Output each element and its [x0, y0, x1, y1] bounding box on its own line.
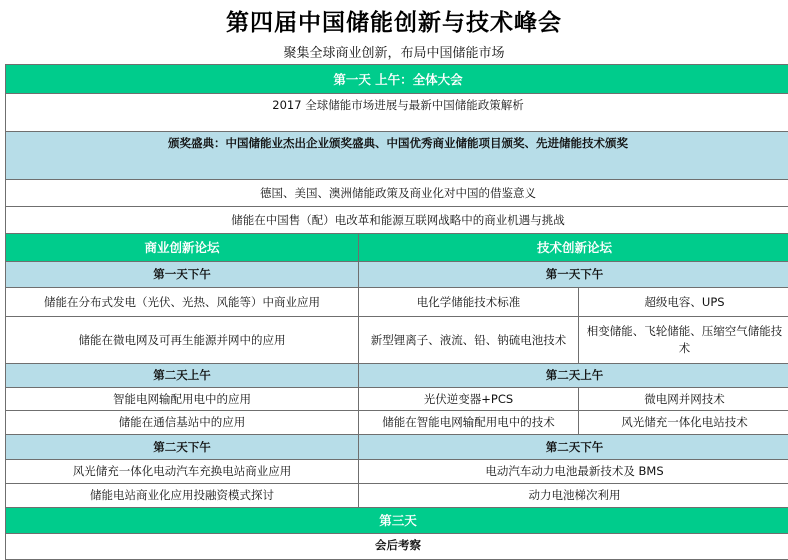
day2-afternoon-business-2: 储能电站商业化应用投融资模式探讨 — [6, 484, 359, 508]
table-row — [6, 94, 788, 132]
day1-afternoon-label-business: 第一天下午 — [6, 262, 359, 288]
day2-morning-business-1: 智能电网输配用电中的应用 — [6, 388, 359, 411]
day1-afternoon-tech-2a: 新型锂离子、液流、铅、钠硫电池技术 — [359, 317, 579, 364]
day1-afternoon-tech-1a: 电化学储能技术标准 — [359, 288, 579, 317]
day2-morning-label-business: 第二天上午 — [6, 364, 359, 388]
awards-ceremony: 颁奖盛典：中国储能业杰出企业颁奖盛典、中国优秀商业储能项目颁奖、先进储能技术颁奖 — [6, 132, 788, 180]
session-label-row — [6, 435, 788, 460]
day2-afternoon-label-business: 第二天下午 — [6, 435, 359, 460]
day1-afternoon-label-tech: 第一天下午 — [359, 262, 788, 288]
day2-afternoon-label-tech: 第二天下午 — [359, 435, 788, 460]
day2-afternoon-business-1: 风光储充一体化电动汽车充换电站商业应用 — [6, 460, 359, 484]
page-title: 第四届中国储能创新与技术峰会 — [0, 4, 788, 37]
page-subtitle: 聚集全球商业创新，布局中国储能市场 — [0, 42, 788, 61]
agenda-table — [5, 64, 788, 560]
day2-morning-label-tech: 第二天上午 — [359, 364, 788, 388]
day2-morning-business-2: 储能在通信基站中的应用 — [6, 411, 359, 435]
day1-morning-topic-2: 德国、美国、澳洲储能政策及商业化对中国的借鉴意义 — [6, 180, 788, 207]
forum-header-row — [6, 234, 788, 262]
day1-afternoon-tech-2b: 相变储能、飞轮储能、压缩空气储能技术 — [579, 317, 788, 364]
day2-afternoon-tech-1: 电动汽车动力电池最新技术及 BMS — [359, 460, 788, 484]
day1-afternoon-business-1: 储能在分布式发电（光伏、光热、风能等）中商业应用 — [6, 288, 359, 317]
table-row — [6, 180, 788, 207]
day1-morning-topic-1: 2017 全球储能市场进展与最新中国储能政策解析 — [6, 94, 788, 132]
table-row — [6, 388, 788, 411]
session-label-row — [6, 262, 788, 288]
table-row — [6, 411, 788, 435]
tech-forum-title: 技术创新论坛 — [359, 234, 788, 262]
day2-morning-tech-2a: 储能在智能电网输配用电中的技术 — [359, 411, 579, 435]
day2-morning-tech-1b: 微电网并网技术 — [579, 388, 788, 411]
day1-morning-topic-3: 储能在中国售（配）电改革和能源互联网战略中的商业机遇与挑战 — [6, 207, 788, 234]
table-row — [6, 460, 788, 484]
awards-row — [6, 132, 788, 180]
day1-morning-header-row — [6, 65, 788, 94]
session-label-row — [6, 364, 788, 388]
table-row — [6, 288, 788, 317]
business-forum-title: 商业创新论坛 — [6, 234, 359, 262]
post-conference-visit: 会后考察 — [6, 534, 788, 560]
table-row — [6, 317, 788, 364]
table-row — [6, 207, 788, 234]
day3-heading: 第三天 — [6, 508, 788, 534]
table-row — [6, 534, 788, 560]
day3-header-row — [6, 508, 788, 534]
day1-afternoon-tech-1b: 超级电容、UPS — [579, 288, 788, 317]
day2-morning-tech-1a: 光伏逆变器+PCS — [359, 388, 579, 411]
day1-morning-heading: 第一天 上午：全体大会 — [6, 65, 788, 94]
day2-morning-tech-2b: 风光储充一体化电站技术 — [579, 411, 788, 435]
day1-afternoon-business-2: 储能在微电网及可再生能源并网中的应用 — [6, 317, 359, 364]
table-row — [6, 484, 788, 508]
day2-afternoon-tech-2: 动力电池梯次利用 — [359, 484, 788, 508]
